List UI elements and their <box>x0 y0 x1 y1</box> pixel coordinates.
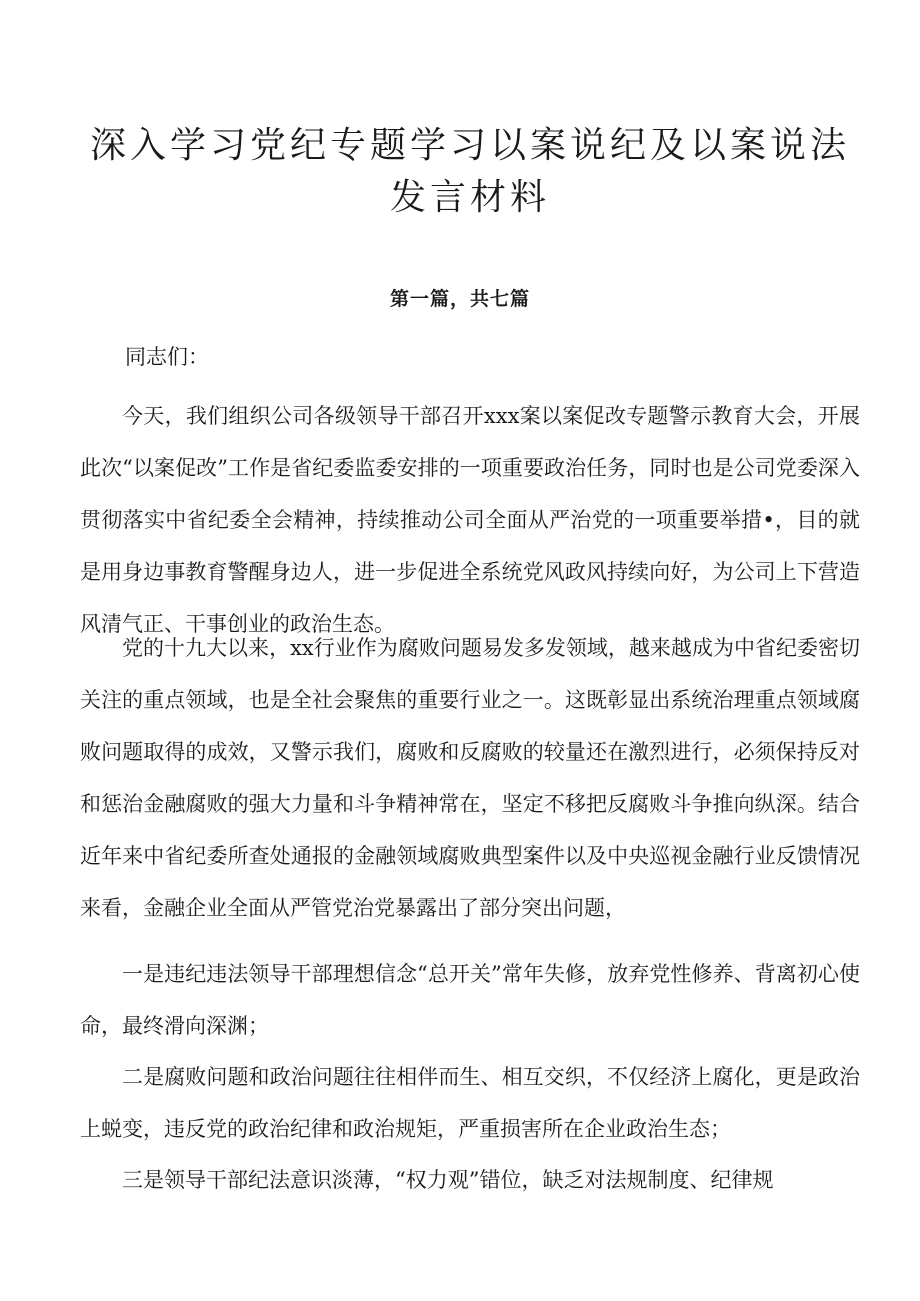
paragraph: 今天，我们组织公司各级领导干部召开xxx案以案促改专题警示教育大会，开展此次“以案促改”工作是省纪委监委安排的一项重要政治任务，同时也是公司党委深入贯彻落实中省纪委全会精神，持续推动公司全面从严治党的一项重要举措•，目的就是用身边事教育警醒身边人，进一步促进全系统党风政风持续向好，为公司上下营造风清气正、干事创业的政治生态。 <box>80 404 860 636</box>
paragraph: 党的十九大以来，xx行业作为腐败问题易发多发领域，越来越成为中省纪委密切关注的重点领域，也是全社会聚焦的重要行业之一。这既彰显出系统治理重点领域腐败问题取得的成效，又警示我们，腐败和反腐败的较量还在激烈进行，必须保持反对和惩治金融腐败的强大力量和斗争精神常在，坚定不移把反腐败斗争推向纵深。结合近年来中省纪委所查处通报的金融领域腐败典型案件以及中央巡视金融行业反馈情况来看，金融企业全面从严管党治党暴露出了部分突出问题， <box>80 636 860 920</box>
paragraph: 一是违纪违法领导干部理想信念“总开关”常年失修，放弃党性修养、背离初心使命，最终滑向深渊； <box>80 962 860 1038</box>
document-subtitle: 第一篇，共七篇 <box>389 288 530 310</box>
document-title: 深入学习党纪专题学习以案说纪及以案说法发言材料 <box>90 125 851 218</box>
paragraph: 三是领导干部纪法意识淡薄，“权力观”错位，缺乏对法规制度、纪律规 <box>122 1168 774 1192</box>
salutation: 同志们： <box>125 345 209 369</box>
paragraph: 二是腐败问题和政治问题往往相伴而生、相互交织，不仅经济上腐化，更是政治上蜕变，违反党的政治纪律和政治规矩，严重损害所在企业政治生态； <box>80 1065 860 1141</box>
